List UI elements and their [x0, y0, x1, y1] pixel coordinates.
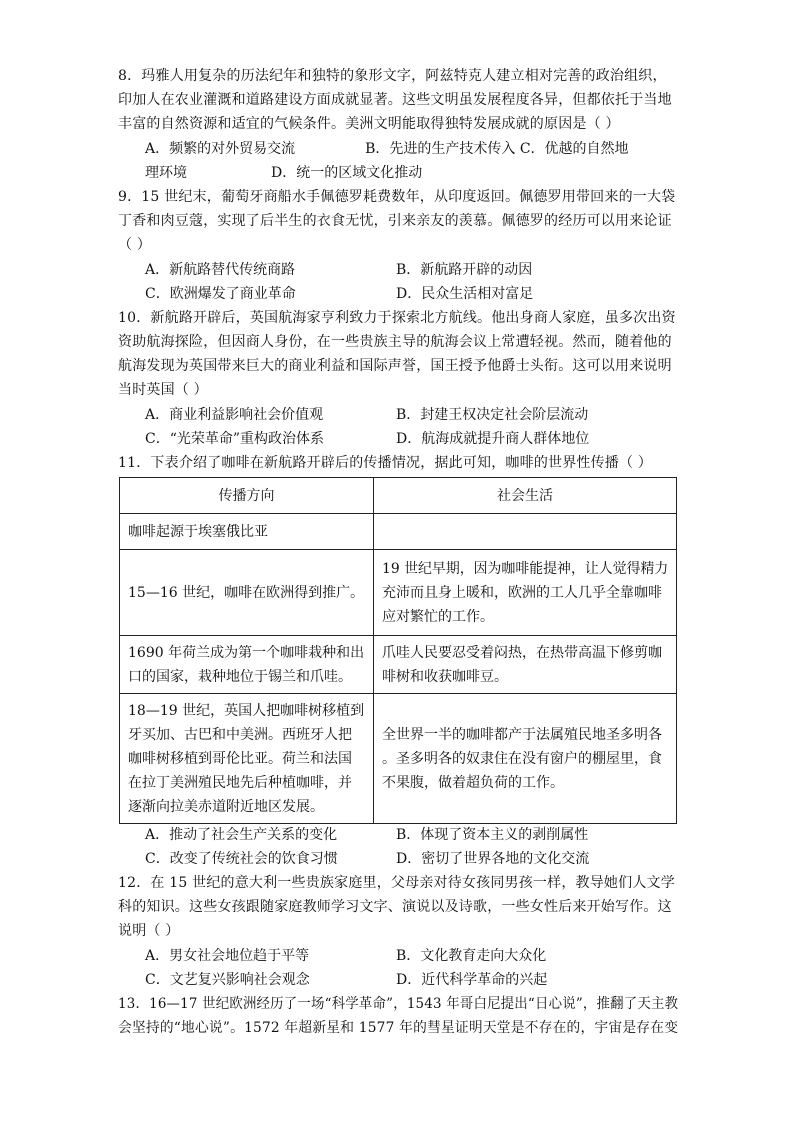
- cell-line: 应对繁忙的工作。: [382, 608, 494, 625]
- q8-stem-line-1: 8．玛雅人用复杂的历法纪年和独特的象形文字，阿兹特克人建立相对完善的政治组织，: [118, 68, 667, 84]
- q12-option-a[interactable]: A．男女社会地位趋于平等: [145, 948, 310, 964]
- q10-stem-line-3: 航海发现为英国带来巨大的商业利益和国际声誉，国王授予他爵士头衔。这可以用来说明: [118, 358, 672, 374]
- cell-line: 充沛而且身上暖和，欧洲的工人几乎全靠咖啡: [382, 584, 662, 601]
- q13-stem-line-2: 会坚持的“地心说”。1572 年超新星和 1577 年的彗星证明天堂是不存在的，宇宙是存在变: [118, 1020, 679, 1036]
- table-cell: [120, 550, 374, 636]
- q12-stem-line-1: 12．在 15 世纪的意大利一些贵族家庭里，父母亲对待女孩同男孩一样，教导她们人文学: [118, 875, 675, 891]
- q11-stem: 11．下表介绍了咖啡在新航路开辟后的传播情况，据此可知，咖啡的世界性传播（ ）: [118, 455, 653, 471]
- q11-option-a[interactable]: A．推动了社会生产关系的变化: [145, 827, 338, 843]
- q8-stem-line-2: 印加人在农业灌溉和道路建设方面成就显著。这些文明虽发展程度各异，但都依托于当地: [118, 92, 672, 108]
- table-row: [120, 694, 677, 824]
- cell-line: 18—19 世纪，英国人把咖啡树移植到: [128, 702, 365, 719]
- q8-options-line-1[interactable]: A．频繁的对外贸易交流 B．先进的生产技术传入 C．优越的自然地: [145, 141, 629, 157]
- q13-stem-line-1: 13．16—17 世纪欧洲经历了一场“科学革命”，1543 年哥白尼提出“日心说”，推翻了天主教: [118, 996, 679, 1012]
- coffee-spread-table: [119, 477, 677, 824]
- q9-stem-line-3: （ ）: [118, 237, 152, 253]
- q10-option-b[interactable]: B．封建王权决定社会阶层流动: [396, 407, 589, 423]
- q10-option-d[interactable]: D．航海成就提升商人群体地位: [396, 431, 590, 447]
- q11-option-b[interactable]: B．体现了资本主义的剥削属性: [396, 827, 589, 843]
- q8-stem-line-3: 丰富的自然资源和适宜的气候条件。美洲文明能取得独特发展成就的原因是（ ）: [118, 116, 620, 132]
- table-cell: [120, 636, 374, 694]
- cell-line: 口的国家，栽种地位于锡兰和爪哇。: [128, 668, 352, 685]
- table-header-social-life: 社会生活: [374, 478, 677, 514]
- q10-stem-line-4: 当时英国（ ）: [118, 382, 208, 398]
- q9-stem-line-2: 丁香和肉豆蔻，实现了后半生的衣食无忧，引来亲友的羡慕。佩德罗的经历可以用来论证: [118, 213, 672, 229]
- q9-option-a[interactable]: A．新航路替代传统商路: [145, 262, 296, 278]
- q12-stem-line-3: 说明（ ）: [118, 923, 180, 939]
- cell-line: 牙买加、古巴和中美洲。西班牙人把: [128, 726, 352, 743]
- q11-option-c[interactable]: C．改变了传统社会的饮食习惯: [145, 851, 338, 867]
- table-header-row: [120, 478, 677, 514]
- cell-line: 1690 年荷兰成为第一个咖啡栽种和出: [128, 644, 365, 661]
- q9-option-c[interactable]: C．欧洲爆发了商业革命: [145, 286, 296, 302]
- table-cell: [120, 694, 374, 824]
- table-cell: [374, 550, 677, 636]
- cell-line: 19 世纪早期，因为咖啡能提神，让人觉得精力: [382, 560, 669, 577]
- table-row: [120, 636, 677, 694]
- q9-option-b[interactable]: B．新航路开辟的动因: [396, 262, 533, 278]
- cell-line: 在拉丁美洲殖民地先后种植咖啡，并: [128, 774, 352, 791]
- cell-line: 。圣多明各的奴隶住在没有窗户的棚屋里，食: [382, 750, 662, 767]
- q9-option-d[interactable]: D．民众生活相对富足: [396, 286, 534, 302]
- table-cell: [374, 514, 677, 550]
- q12-stem-line-2: 科的知识。这些女孩跟随家庭教师学习文字、演说以及诗歌，一些女性后来开始写作。这: [118, 899, 672, 915]
- q12-option-c[interactable]: C．文艺复兴影响社会观念: [145, 972, 310, 988]
- table-cell: [374, 694, 677, 824]
- cell-line: 逐渐向拉美赤道附近地区发展。: [128, 798, 324, 815]
- cell-line: 咖啡起源于埃塞俄比亚: [128, 523, 268, 540]
- table-header-direction: 传播方向: [120, 478, 374, 514]
- table-row: [120, 514, 677, 550]
- cell-line: 15—16 世纪，咖啡在欧洲得到推广。: [128, 584, 365, 601]
- q9-stem-line-1: 9．15 世纪末，葡萄牙商船水手佩德罗耗费数年，从印度返回。佩德罗用带回来的一大袋: [118, 189, 676, 205]
- q10-option-c[interactable]: C．“光荣革命”重构政治体系: [145, 431, 325, 447]
- cell-line: 不果腹，做着超负荷的工作。: [382, 774, 564, 791]
- q8-options-line-2[interactable]: 理环境 D．统一的区域文化推动: [145, 165, 423, 181]
- table-row: [120, 550, 677, 636]
- q10-stem-line-1: 10．新航路开辟后，英国航海家亨利致力于探索北方航线。他出身商人家庭，虽多次出资: [118, 310, 676, 326]
- q10-option-a[interactable]: A．商业利益影响社会价值观: [145, 407, 324, 423]
- q12-option-b[interactable]: B．文化教育走向大众化: [396, 948, 547, 964]
- cell-line: 爪哇人民要忍受着闷热，在热带高温下修剪咖: [382, 644, 662, 661]
- table-cell: [120, 514, 374, 550]
- q11-option-d[interactable]: D．密切了世界各地的文化交流: [396, 851, 590, 867]
- q12-option-d[interactable]: D．近代科学革命的兴起: [396, 972, 548, 988]
- cell-line: 啡树和收获咖啡豆。: [382, 668, 508, 685]
- cell-line: 咖啡树移植到哥伦比亚。荷兰和法国: [128, 750, 352, 767]
- q10-stem-line-2: 资助航海探险，但因商人身份，在一些贵族主导的航海会议上常遭轻视。然而，随着他的: [118, 334, 672, 350]
- cell-line: 全世界一半的咖啡都产于法属殖民地圣多明各: [382, 726, 662, 743]
- table-cell: [374, 636, 677, 694]
